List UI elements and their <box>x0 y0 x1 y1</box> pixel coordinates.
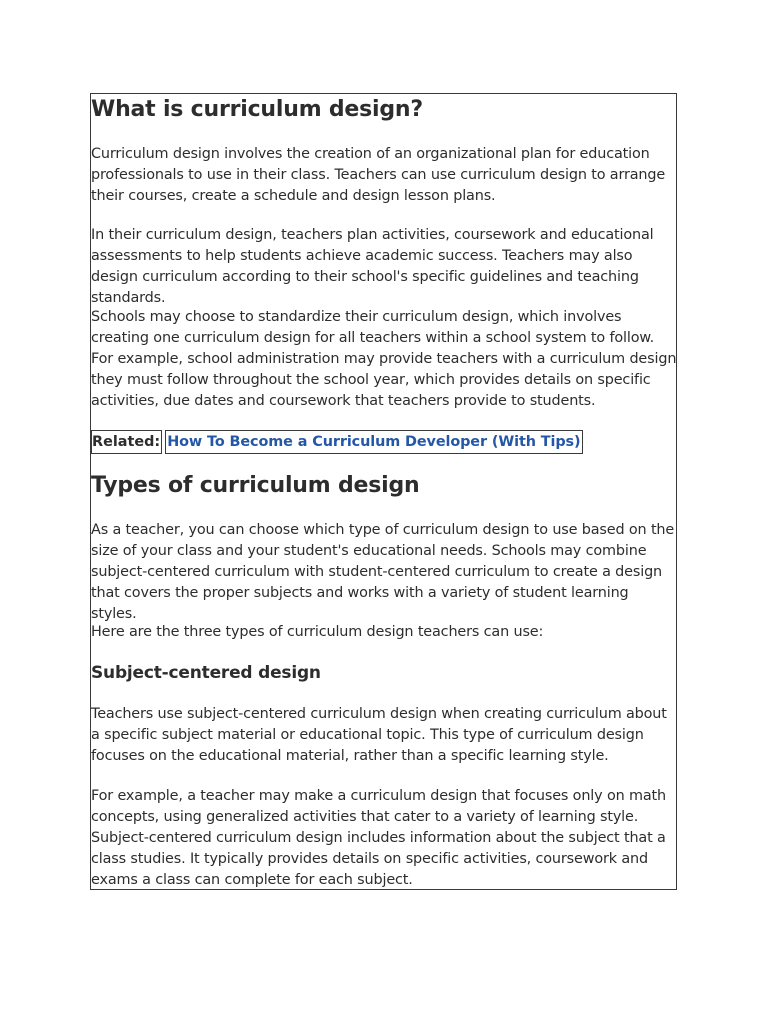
heading-types-of-curriculum-design: Types of curriculum design <box>91 473 420 498</box>
heading-what-is-curriculum-design: What is curriculum design? <box>91 97 423 122</box>
related-label: Related: <box>91 430 162 454</box>
heading-subject-centered-design: Subject-centered design <box>91 663 321 683</box>
related-row <box>91 430 583 454</box>
intro-paragraph-3: Schools may choose to standardize their curriculum design, which involves creating one curriculum design for all teachers within a school system to follow. For example, school administration may provide teachers with a curriculum design they must follow throughout the school year, which provides details on specific activities, due dates and coursework that teachers provide to students. <box>91 309 677 409</box>
subject-paragraph-2: For example, a teacher may make a curriculum design that focuses only on math concepts, using generalized activities that cater to a variety of learning style. Subject-centered curriculum design includes information about the subject that a class studies. It typically provides details on specific activities, coursework and exams a class can complete for each subject. <box>91 788 666 888</box>
intro-paragraph-1: Curriculum design involves the creation of an organizational plan for education professionals to use in their class. Teachers can use curriculum design to arrange their courses, create a schedule and design lesson plans. <box>91 146 666 204</box>
subject-paragraph-1: Teachers use subject-centered curriculum design when creating curriculum about a specific subject material or educational topic. This type of curriculum design focuses on the educational material, rather than a specific learning style. <box>91 706 667 764</box>
types-paragraph-2: Here are the three types of curriculum design teachers can use: <box>91 624 544 640</box>
types-paragraph-1: As a teacher, you can choose which type of curriculum design to use based on the size of your class and your student's educational needs. Schools may combine subject-centered curriculum with student-centered curriculum to create a design that covers the proper subjects and works with a variety of student learning styles. <box>91 522 675 622</box>
intro-paragraph-2: In their curriculum design, teachers plan activities, coursework and educational assessments to help students achieve academic success. Teachers may also design curriculum according to their school's specific guidelines and teaching standards. <box>91 227 654 306</box>
related-article-link[interactable]: How To Become a Curriculum Developer (With Tips) <box>165 430 582 454</box>
article-frame <box>90 93 677 890</box>
